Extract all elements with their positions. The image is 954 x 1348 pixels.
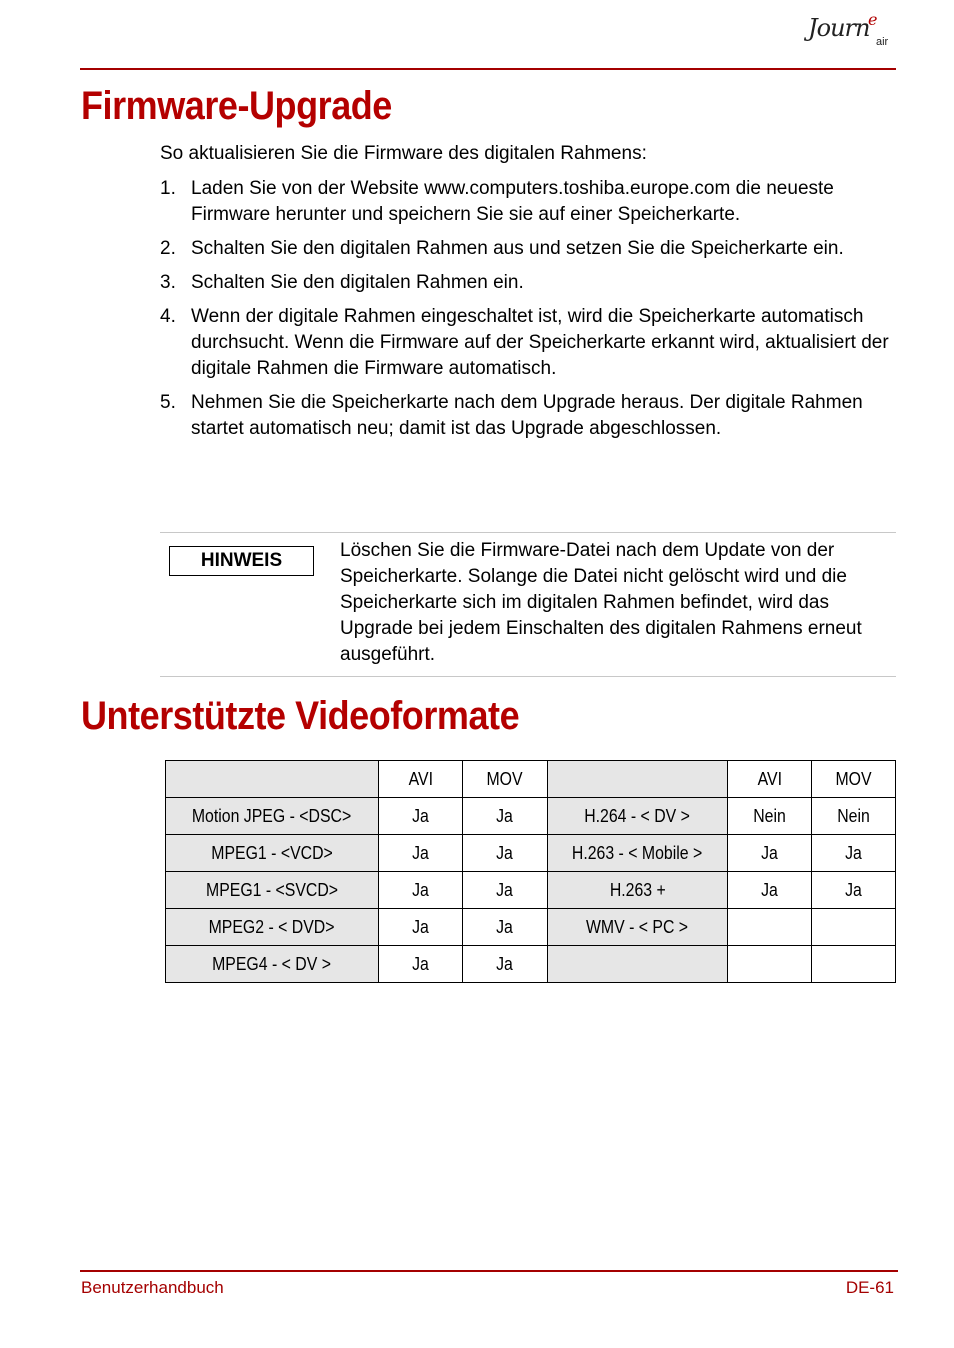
table-cell: Ja bbox=[812, 835, 896, 872]
list-item bbox=[160, 270, 900, 296]
list-item bbox=[160, 176, 900, 228]
footer-doc-title: Benutzerhandbuch bbox=[81, 1278, 224, 1297]
format-cell: WMV - < PC > bbox=[548, 909, 728, 946]
note-divider-bottom bbox=[160, 676, 896, 677]
step-text: Nehmen Sie die Speicherkarte nach dem Upgrade heraus. Der digitale Rahmen startet automatisch neu; damit ist das Upgrade abgeschlossen. bbox=[191, 392, 863, 439]
table-row bbox=[166, 835, 896, 872]
list-item bbox=[160, 390, 900, 442]
header-cell bbox=[166, 761, 379, 798]
video-formats-table bbox=[165, 760, 896, 983]
list-item bbox=[160, 304, 900, 382]
table-row bbox=[166, 872, 896, 909]
table-cell: Ja bbox=[463, 798, 548, 835]
table-row bbox=[166, 798, 896, 835]
section-title-firmware: Firmware-Upgrade bbox=[81, 84, 392, 128]
logo-sub: air bbox=[876, 36, 889, 48]
header-cell: MOV bbox=[812, 761, 896, 798]
header-rule bbox=[80, 68, 896, 70]
logo-accent: e bbox=[868, 10, 878, 29]
table-cell bbox=[812, 909, 896, 946]
header-cell: AVI bbox=[379, 761, 463, 798]
list-item bbox=[160, 236, 900, 262]
table-cell: Ja bbox=[463, 909, 548, 946]
step-number: 1. bbox=[160, 178, 176, 199]
step-text: Schalten Sie den digitalen Rahmen aus und setzen Sie die Speicherkarte ein. bbox=[191, 238, 844, 259]
table-cell: Ja bbox=[463, 872, 548, 909]
steps-list bbox=[160, 176, 900, 450]
table-row bbox=[166, 909, 896, 946]
table-cell: Ja bbox=[812, 872, 896, 909]
step-text: Schalten Sie den digitalen Rahmen ein. bbox=[191, 272, 524, 293]
format-cell: H.263 - < Mobile > bbox=[548, 835, 728, 872]
step-text: Wenn der digitale Rahmen eingeschaltet ist, wird die Speicherkarte automatisch durchsucht. Wenn die Firmware auf der Speicherkarte erkannt wird, aktualisiert der digitale Rahmen die Firmware automatisch. bbox=[191, 306, 889, 379]
step-number: 2. bbox=[160, 238, 176, 259]
format-cell: MPEG1 - <VCD> bbox=[166, 835, 379, 872]
table-cell: Ja bbox=[728, 872, 812, 909]
footer-page-number: DE-61 bbox=[845, 1278, 894, 1297]
table-cell: Ja bbox=[379, 872, 463, 909]
table-cell bbox=[728, 909, 812, 946]
step-text: Laden Sie von der Website www.computers.toshiba.europe.com die neueste Firmware herunter und speichern Sie sie auf einer Speicherkarte. bbox=[191, 178, 834, 225]
table-row bbox=[166, 946, 896, 983]
format-cell: Motion JPEG - <DSC> bbox=[166, 798, 379, 835]
table-header-row bbox=[166, 761, 896, 798]
note-divider-top bbox=[160, 532, 896, 533]
table-cell bbox=[728, 946, 812, 983]
note-text: Löschen Sie die Firmware-Datei nach dem Update von der Speicherkarte. Solange die Datei nicht gelöscht wird und die Speicherkarte sich im digitalen Rahmen befindet, wird das Upgrade bei jedem Einschalten des digitalen Rahmens erneut ausgeführt. bbox=[340, 540, 862, 665]
format-cell: H.264 - < DV > bbox=[548, 798, 728, 835]
table-cell: Nein bbox=[728, 798, 812, 835]
table-cell: Ja bbox=[379, 798, 463, 835]
format-cell: MPEG2 - < DVD> bbox=[166, 909, 379, 946]
table-cell: Ja bbox=[463, 946, 548, 983]
logo-script: Journ bbox=[808, 14, 870, 42]
header-cell: MOV bbox=[463, 761, 548, 798]
format-cell: MPEG1 - <SVCD> bbox=[166, 872, 379, 909]
step-number: 4. bbox=[160, 306, 176, 327]
footer-rule bbox=[80, 1270, 898, 1272]
table-cell: Ja bbox=[379, 946, 463, 983]
table-cell bbox=[812, 946, 896, 983]
format-cell: MPEG4 - < DV > bbox=[166, 946, 379, 983]
format-cell: H.263 + bbox=[548, 872, 728, 909]
note-badge: HINWEIS bbox=[169, 546, 314, 576]
journe-air-logo bbox=[808, 10, 898, 64]
intro-text: So aktualisieren Sie die Firmware des digitalen Rahmens: bbox=[160, 143, 647, 164]
table-cell: Ja bbox=[728, 835, 812, 872]
table-cell: Nein bbox=[812, 798, 896, 835]
table-cell: Ja bbox=[379, 835, 463, 872]
step-number: 3. bbox=[160, 272, 176, 293]
table-cell: Ja bbox=[463, 835, 548, 872]
header-cell bbox=[548, 761, 728, 798]
step-number: 5. bbox=[160, 392, 176, 413]
table-cell: Ja bbox=[379, 909, 463, 946]
header-cell: AVI bbox=[728, 761, 812, 798]
section-title-videoformats: Unterstützte Videoformate bbox=[81, 694, 520, 738]
format-cell bbox=[548, 946, 728, 983]
